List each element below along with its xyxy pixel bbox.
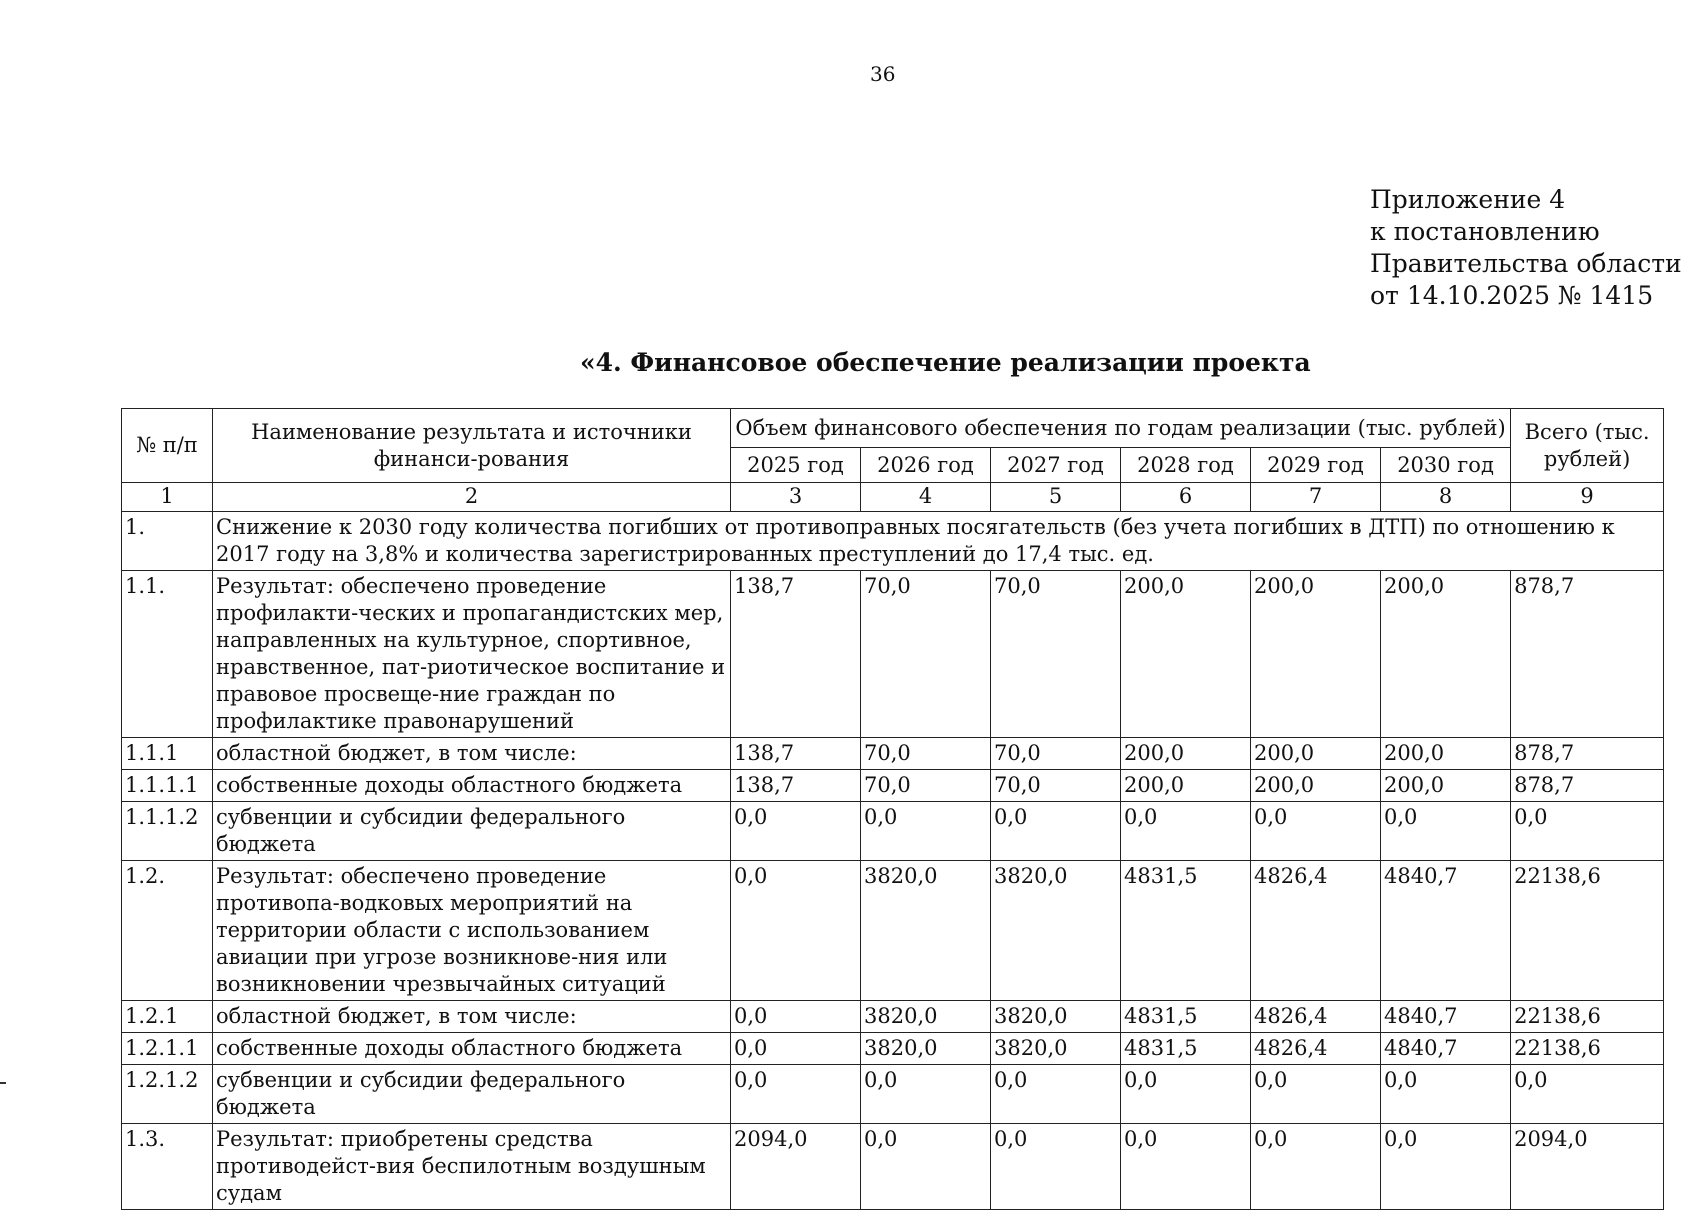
value-2025: 0,0	[731, 802, 861, 861]
appendix-line-1: Приложение 4	[1370, 185, 1566, 214]
value-total: 2094,0	[1511, 1124, 1664, 1210]
value-2030: 200,0	[1381, 571, 1511, 738]
row-name: субвенции и субсидии федерального бюджета	[213, 1065, 731, 1124]
header-year: 2027 год	[991, 448, 1121, 483]
value-total: 878,7	[1511, 738, 1664, 770]
section-num: 1.	[122, 512, 213, 571]
value-2029: 4826,4	[1251, 1001, 1381, 1033]
value-2025: 0,0	[731, 1065, 861, 1124]
value-2029: 4826,4	[1251, 861, 1381, 1001]
value-2026: 0,0	[861, 802, 991, 861]
row-name: областной бюджет, в том числе:	[213, 1001, 731, 1033]
section-row	[122, 512, 1664, 571]
row-num: 1.2.1.1	[122, 1033, 213, 1065]
value-2030: 200,0	[1381, 738, 1511, 770]
value-2029: 200,0	[1251, 571, 1381, 738]
value-2030: 0,0	[1381, 1065, 1511, 1124]
value-2027: 3820,0	[991, 1001, 1121, 1033]
value-2029: 200,0	[1251, 770, 1381, 802]
row-num: 1.2.1.2	[122, 1065, 213, 1124]
appendix-line-3: Правительства области	[1370, 249, 1682, 278]
header-row	[122, 409, 1664, 448]
value-2028: 200,0	[1121, 738, 1251, 770]
row-num: 1.1.1.1	[122, 770, 213, 802]
value-2030: 4840,7	[1381, 1033, 1511, 1065]
value-2027: 0,0	[991, 1065, 1121, 1124]
row-num: 1.2.	[122, 861, 213, 1001]
row-name: Результат: обеспечено проведение противопа-водковых мероприятий на территории области с использованием авиации при угрозе возникнове-ния или возникновении чрезвычайных ситуаций	[213, 861, 731, 1001]
table-row	[122, 770, 1664, 802]
column-number: 5	[991, 483, 1121, 512]
value-2028: 0,0	[1121, 802, 1251, 861]
value-2026: 0,0	[861, 1065, 991, 1124]
value-total: 22138,6	[1511, 1001, 1664, 1033]
value-2028: 200,0	[1121, 571, 1251, 738]
row-name: собственные доходы областного бюджета	[213, 1033, 731, 1065]
header-year: 2030 год	[1381, 448, 1511, 483]
value-2030: 4840,7	[1381, 1001, 1511, 1033]
value-total: 22138,6	[1511, 1033, 1664, 1065]
row-name: Результат: приобретены средства противодейст-вия беспилотным воздушным судам	[213, 1124, 731, 1210]
table-row	[122, 738, 1664, 770]
row-name: Результат: обеспечено проведение профилакти-ческих и пропагандистских мер, направленных на культурное, спортивное, нравственное, пат-риотическое воспитание и правовое просвеще-ние граждан по профилактике правонарушений	[213, 571, 731, 738]
value-2030: 0,0	[1381, 1124, 1511, 1210]
value-total: 0,0	[1511, 1065, 1664, 1124]
table-row	[122, 571, 1664, 738]
row-num: 1.1.1.2	[122, 802, 213, 861]
appendix-line-4: от 14.10.2025 № 1415	[1370, 281, 1654, 310]
value-2030: 4840,7	[1381, 861, 1511, 1001]
appendix-line-2: к постановлению	[1370, 217, 1600, 246]
value-total: 878,7	[1511, 770, 1664, 802]
value-2025: 138,7	[731, 571, 861, 738]
value-2028: 0,0	[1121, 1124, 1251, 1210]
value-2028: 200,0	[1121, 770, 1251, 802]
table-row	[122, 1124, 1664, 1210]
column-number: 8	[1381, 483, 1511, 512]
column-number: 9	[1511, 483, 1664, 512]
value-2029: 0,0	[1251, 1124, 1381, 1210]
value-2030: 200,0	[1381, 770, 1511, 802]
value-2027: 70,0	[991, 571, 1121, 738]
column-numbers-row	[122, 483, 1664, 512]
value-2029: 4826,4	[1251, 1033, 1381, 1065]
value-2027: 3820,0	[991, 1033, 1121, 1065]
value-total: 0,0	[1511, 802, 1664, 861]
value-2026: 3820,0	[861, 861, 991, 1001]
value-2027: 0,0	[991, 802, 1121, 861]
value-2028: 4831,5	[1121, 1033, 1251, 1065]
row-num: 1.3.	[122, 1124, 213, 1210]
column-number: 7	[1251, 483, 1381, 512]
header-name: Наименование результата и источники финанси-рования	[213, 409, 731, 483]
column-number: 6	[1121, 483, 1251, 512]
value-2026: 3820,0	[861, 1001, 991, 1033]
value-2027: 3820,0	[991, 861, 1121, 1001]
header-year: 2026 год	[861, 448, 991, 483]
value-2025: 0,0	[731, 1033, 861, 1065]
table-row	[122, 1001, 1664, 1033]
value-2025: 2094,0	[731, 1124, 861, 1210]
column-number: 4	[861, 483, 991, 512]
header-total: Всего (тыс. рублей)	[1511, 409, 1664, 483]
value-2027: 70,0	[991, 770, 1121, 802]
value-2029: 200,0	[1251, 738, 1381, 770]
value-2026: 70,0	[861, 571, 991, 738]
row-num: 1.2.1	[122, 1001, 213, 1033]
value-total: 22138,6	[1511, 861, 1664, 1001]
table-row	[122, 861, 1664, 1001]
financing-table	[121, 408, 1664, 1210]
value-2025: 138,7	[731, 738, 861, 770]
value-2026: 0,0	[861, 1124, 991, 1210]
table-row	[122, 1033, 1664, 1065]
row-name: субвенции и субсидии федерального бюджета	[213, 802, 731, 861]
row-name: областной бюджет, в том числе:	[213, 738, 731, 770]
column-number: 2	[213, 483, 731, 512]
row-name: собственные доходы областного бюджета	[213, 770, 731, 802]
scan-edge-mark	[0, 1082, 6, 1084]
value-2028: 0,0	[1121, 1065, 1251, 1124]
value-2028: 4831,5	[1121, 1001, 1251, 1033]
page-number: 36	[870, 62, 896, 86]
row-num: 1.1.1	[122, 738, 213, 770]
value-2030: 0,0	[1381, 802, 1511, 861]
value-2026: 70,0	[861, 770, 991, 802]
header-num: № п/п	[122, 409, 213, 483]
value-2029: 0,0	[1251, 1065, 1381, 1124]
value-2025: 138,7	[731, 770, 861, 802]
table-row	[122, 802, 1664, 861]
table-row	[122, 1065, 1664, 1124]
value-2028: 4831,5	[1121, 861, 1251, 1001]
header-year: 2025 год	[731, 448, 861, 483]
value-2027: 0,0	[991, 1124, 1121, 1210]
header-volume: Объем финансового обеспечения по годам реализации (тыс. рублей)	[731, 409, 1511, 448]
column-number: 3	[731, 483, 861, 512]
column-number: 1	[122, 483, 213, 512]
header-year: 2029 год	[1251, 448, 1381, 483]
appendix-note	[1370, 184, 1682, 312]
value-2027: 70,0	[991, 738, 1121, 770]
value-2025: 0,0	[731, 861, 861, 1001]
row-num: 1.1.	[122, 571, 213, 738]
header-year: 2028 год	[1121, 448, 1251, 483]
value-2029: 0,0	[1251, 802, 1381, 861]
value-2026: 3820,0	[861, 1033, 991, 1065]
value-total: 878,7	[1511, 571, 1664, 738]
section-text: Снижение к 2030 году количества погибших от противоправных посягательств (без учета погибших в ДТП) по отношению к 2017 году на 3,8% и количества зарегистрированных преступлений до 17,4 тыс. ед.	[213, 512, 1664, 571]
document-title: «4. Финансовое обеспечение реализации проекта	[580, 348, 1311, 377]
value-2026: 70,0	[861, 738, 991, 770]
value-2025: 0,0	[731, 1001, 861, 1033]
